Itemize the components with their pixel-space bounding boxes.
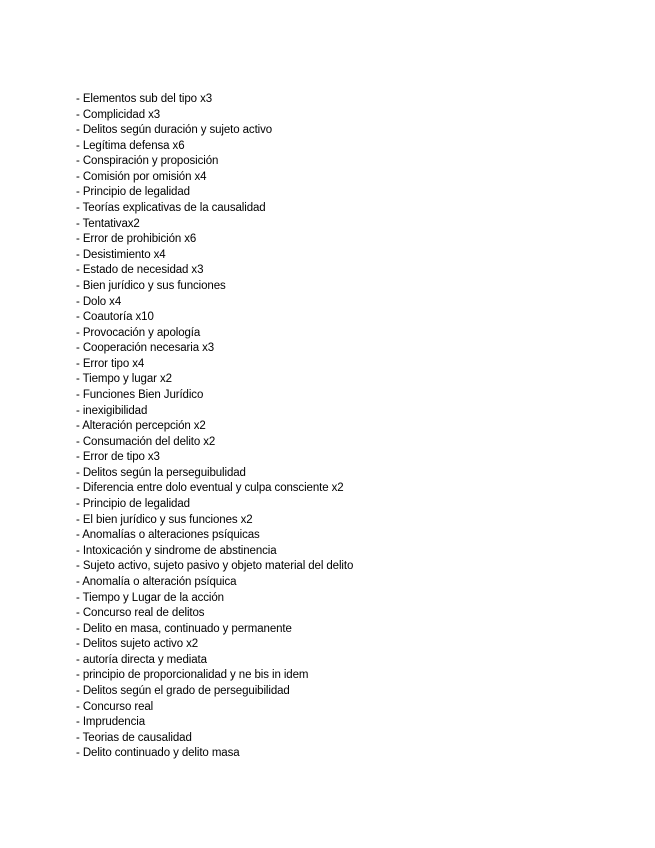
list-item: - Error de prohibición x6 — [76, 233, 197, 246]
list-item: - Delitos sujeto activo x2 — [76, 638, 199, 651]
list-item: - Coautoría x10 — [76, 311, 154, 324]
list-item: - Teorías explicativas de la causalidad — [76, 202, 266, 215]
list-item: - Alteración percepción x2 — [76, 420, 206, 433]
list-item: - Tiempo y Lugar de la acción — [76, 591, 224, 604]
list-item: - Delito continuado y delito masa — [76, 747, 240, 760]
list-item: - Funciones Bien Jurídico — [76, 388, 204, 401]
list-item: - Delitos según la perseguibulidad — [76, 466, 246, 479]
topic-list — [76, 92, 353, 762]
list-item: - Imprudencia — [76, 716, 146, 729]
list-item: - autoría directa y mediata — [76, 653, 207, 666]
list-item: - Sujeto activo, sujeto pasivo y objeto material del delito — [76, 560, 354, 573]
list-item: - Error de tipo x3 — [76, 451, 160, 464]
list-item: - inexigibilidad — [76, 404, 148, 417]
list-item: - Delitos según el grado de perseguibilidad — [76, 684, 290, 697]
list-item: - Provocación y apología — [76, 326, 201, 339]
list-item: - principio de proporcionalidad y ne bis in idem — [76, 669, 309, 682]
list-item: - Anomalías o alteraciones psíquicas — [76, 529, 260, 542]
list-item: - Cooperación necesaria x3 — [76, 342, 215, 355]
list-item: - Legítima defensa x6 — [76, 139, 185, 152]
list-item: - Delitos según duración y sujeto activo — [76, 124, 273, 137]
list-item: - Complicidad x3 — [76, 108, 161, 121]
list-item: - Diferencia entre dolo eventual y culpa consciente x2 — [76, 482, 344, 495]
list-item: - Principio de legalidad — [76, 186, 190, 199]
list-item: - Conspiración y proposición — [76, 155, 219, 168]
list-item: - Estado de necesidad x3 — [76, 264, 204, 277]
list-item: - Intoxicación y sindrome de abstinencia — [76, 544, 277, 557]
list-item: - Elementos sub del tipo x3 — [76, 93, 213, 105]
list-item: - Anomalía o alteración psíquica — [76, 575, 237, 588]
list-item: - Error tipo x4 — [76, 357, 145, 370]
list-item: - Dolo x4 — [76, 295, 122, 308]
list-item: - Bien jurídico y sus funciones — [76, 279, 226, 292]
list-item: - Comisión por omisión x4 — [76, 170, 207, 183]
list-item: - Consumación del delito x2 — [76, 435, 216, 448]
list-item: - Concurso real de delitos — [76, 607, 205, 620]
list-item: - Concurso real — [76, 700, 154, 713]
list-item: - El bien jurídico y sus funciones x2 — [76, 513, 253, 526]
list-item: - Teorias de causalidad — [76, 731, 192, 744]
list-item: - Desistimiento x4 — [76, 248, 166, 261]
list-item: - Tiempo y lugar x2 — [76, 373, 172, 386]
list-item: - Delito en masa, continuado y permanente — [76, 622, 292, 635]
list-item: - Principio de legalidad — [76, 498, 190, 511]
list-item: - Tentativax2 — [76, 217, 140, 230]
